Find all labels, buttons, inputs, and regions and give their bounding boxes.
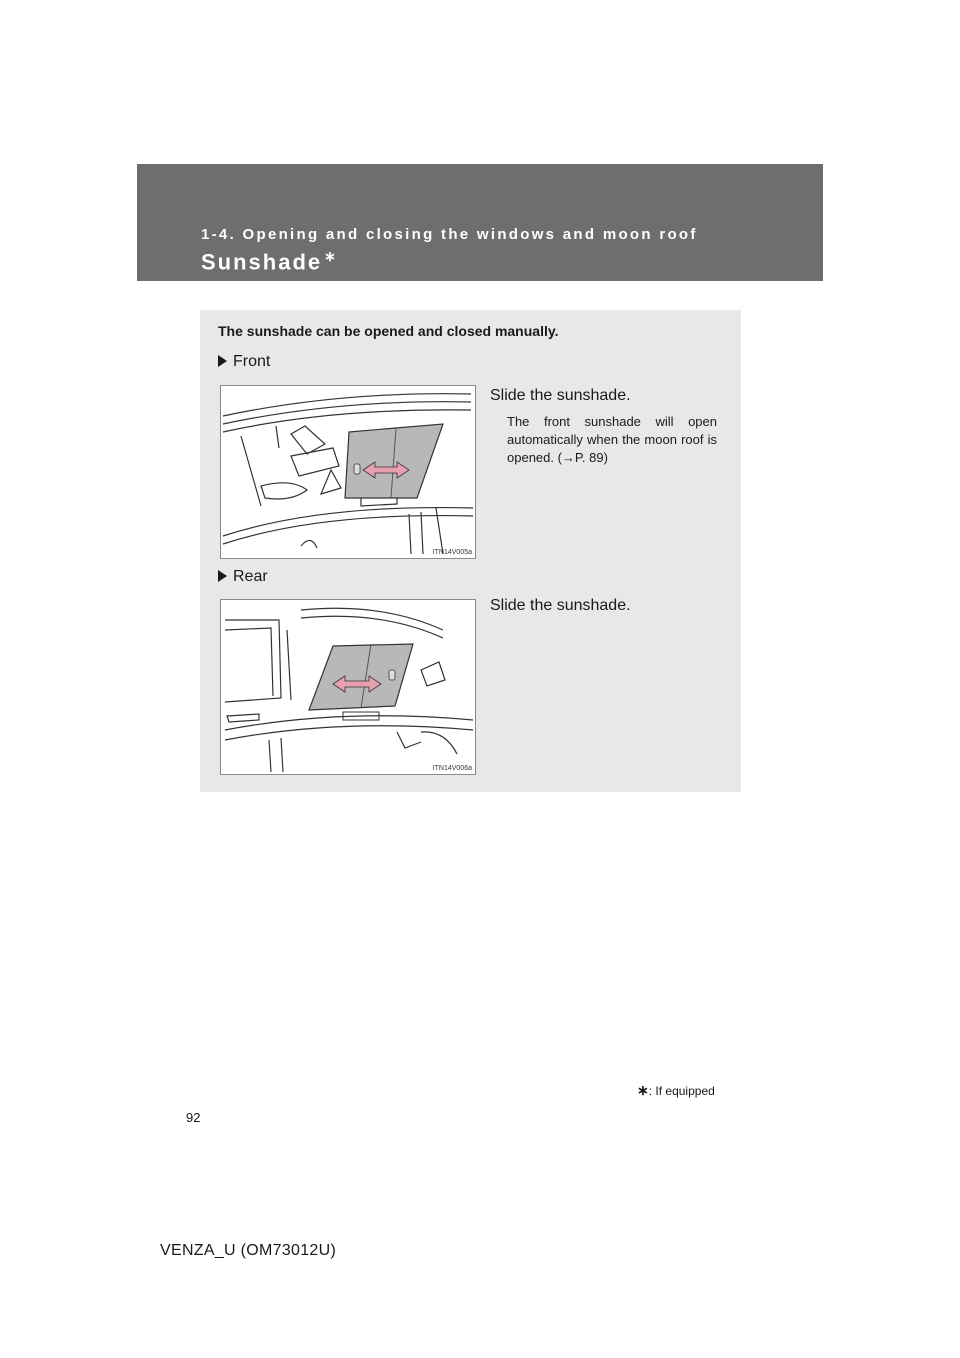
page-number: 92: [186, 1110, 201, 1125]
rear-heading: [218, 568, 268, 586]
footnote-text: : If equipped: [648, 1084, 715, 1098]
rear-heading-label: Rear: [233, 568, 268, 585]
front-heading: [218, 353, 270, 371]
rear-sunshade-illustration: [221, 600, 475, 774]
section-title: 1-4. Opening and closing the windows and moon roof: [201, 226, 698, 243]
footnote: [637, 1082, 715, 1099]
front-figure-code: ITN14V005a: [432, 549, 472, 556]
front-heading-label: Front: [233, 353, 271, 370]
footnote-mark: ∗: [637, 1082, 649, 1098]
triangle-bullet-icon: [218, 355, 227, 367]
triangle-bullet-icon: [218, 570, 227, 582]
front-note: The front sunshade will open automatically when the moon roof is opened. (→P. 89): [507, 414, 717, 465]
rear-sunshade-figure: [220, 599, 476, 775]
content-box: [200, 310, 741, 792]
header-band: [137, 164, 823, 281]
front-step: Slide the sunshade.: [490, 387, 631, 404]
front-sunshade-figure: [220, 385, 476, 559]
page-heading-text: Sunshade: [201, 249, 323, 275]
rear-step: Slide the sunshade.: [490, 597, 631, 614]
front-sunshade-illustration: [221, 386, 475, 558]
page-heading: [201, 248, 336, 275]
rear-figure-code: ITN14V006a: [432, 765, 472, 772]
if-equipped-mark: ∗: [324, 248, 336, 264]
model-code: VENZA_U (OM73012U): [160, 1242, 337, 1259]
intro-text: The sunshade can be opened and closed manually.: [218, 323, 559, 339]
